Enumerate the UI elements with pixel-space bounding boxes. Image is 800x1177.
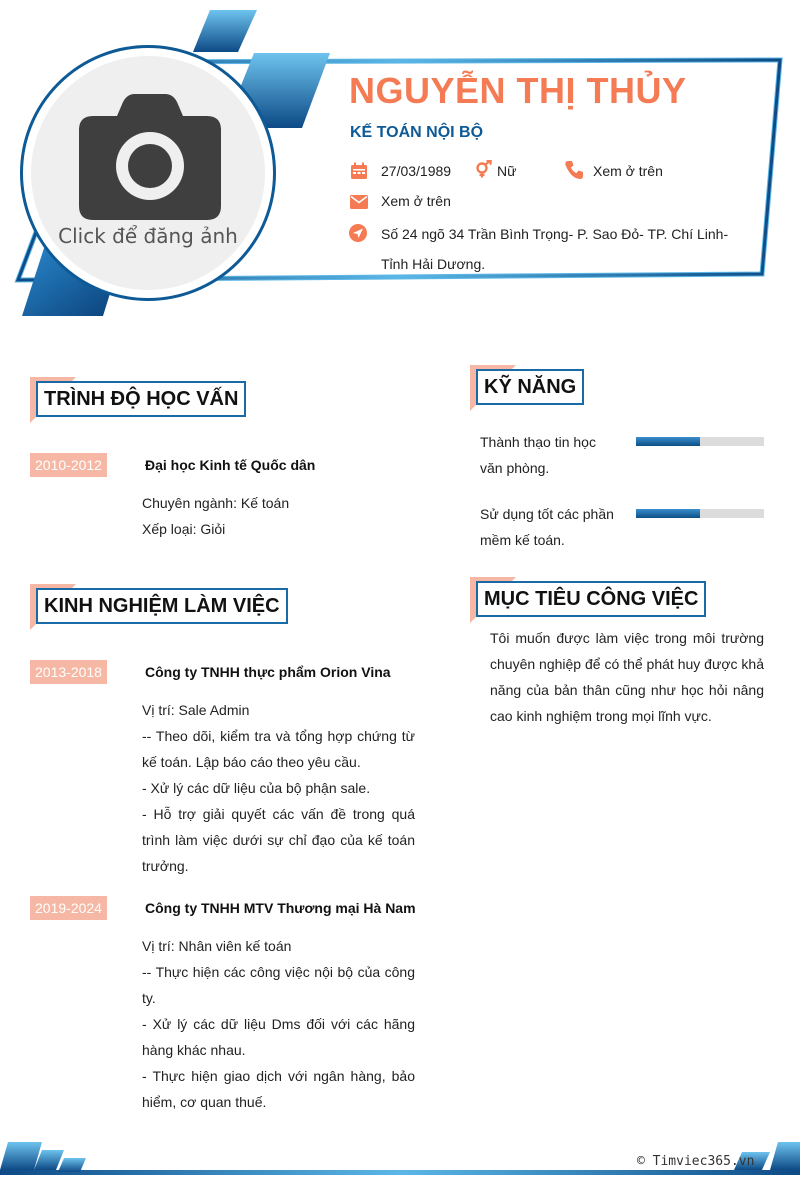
skill-bar (636, 437, 764, 446)
experience-detail-line: - Thực hiện giao dịch với ngân hàng, bảo hiểm, cơ quan thuế. (142, 1068, 415, 1110)
location-icon (349, 224, 367, 242)
objective-heading: MỤC TIÊU CÔNG VIỆC (476, 581, 706, 617)
email: Xem ở trên (381, 193, 451, 209)
skill-label: Sử dụng tốt các phần mềm kế toán. (480, 506, 614, 548)
experience-detail-line: - Hỗ trợ giải quyết các vấn đề trong quá trình làm việc dưới sự chỉ đạo của kế toán trưởng. (142, 806, 415, 874)
skill-bar-fill (636, 509, 700, 518)
experience-detail-line: - Xử lý các dữ liệu của bộ phận sale. (142, 780, 371, 796)
experience-years: 2013-2018 (30, 660, 107, 684)
camera-icon (79, 94, 221, 220)
address-line-1: Số 24 ngõ 34 Trần Bình Trọng- P. Sao Đỏ- TP. Chí Linh- (381, 226, 729, 242)
avatar-placeholder (31, 56, 265, 290)
education-school: Đại học Kinh tế Quốc dân (145, 457, 316, 473)
objective-text: Tôi muốn được làm việc trong môi trường chuyên nghiệp để có thể phát huy được khả năng của bản thân cũng như học hỏi nâng cao kinh nghiệm trong mọi lĩnh vực. (490, 630, 764, 724)
avatar-caption: Click để đăng ảnh (58, 224, 238, 248)
gender: Nữ (497, 163, 517, 179)
email-icon (350, 193, 368, 211)
copyright-text: © Timviec365.vn (637, 1154, 755, 1169)
experience-detail (142, 697, 415, 879)
candidate-name: NGUYỄN THỊ THỦY (349, 70, 687, 111)
phone: Xem ở trên (593, 163, 663, 179)
job-title: KẾ TOÁN NỘI BỘ (350, 124, 484, 141)
calendar-icon (350, 162, 368, 180)
experience-years: 2019-2024 (30, 896, 107, 920)
experience-detail-line: Vị trí: Sale Admin (142, 702, 250, 718)
education-detail-line: Xếp loại: Giỏi (142, 521, 226, 537)
education-heading: TRÌNH ĐỘ HỌC VẤN (36, 381, 246, 417)
education-detail-line: Chuyên ngành: Kế toán (142, 495, 290, 511)
experience-company: Công ty TNHH MTV Thương mại Hà Nam (145, 900, 416, 916)
address-line-2: Tỉnh Hải Dương. (381, 256, 486, 272)
experience-company: Công ty TNHH thực phẩm Orion Vina (145, 664, 391, 680)
phone-icon (564, 160, 584, 180)
experience-detail-line: -- Theo dõi, kiểm tra và tổng hợp chứng từ kế toán. Lập báo cáo theo yêu cầu. (142, 728, 415, 770)
skill-label: Thành thạo tin học văn phòng. (480, 434, 596, 476)
experience-detail-line: -- Thực hiện các công việc nội bộ của công ty. (142, 964, 415, 1006)
education-detail (142, 490, 415, 542)
experience-detail (142, 933, 415, 1115)
education-years: 2010-2012 (30, 453, 107, 477)
birthday: 27/03/1989 (381, 163, 452, 179)
skills-heading: KỸ NĂNG (476, 369, 584, 405)
experience-detail-line: - Xử lý các dữ liệu Dms đối với các hãng hàng khác nhau. (142, 1016, 415, 1058)
experience-heading: KINH NGHIỆM LÀM VIỆC (36, 588, 288, 624)
experience-detail-line: Vị trí: Nhân viên kế toán (142, 938, 292, 954)
skill-bar-fill (636, 437, 700, 446)
skill-bar (636, 509, 764, 518)
gender-icon (475, 160, 493, 178)
avatar-upload[interactable] (20, 45, 276, 301)
